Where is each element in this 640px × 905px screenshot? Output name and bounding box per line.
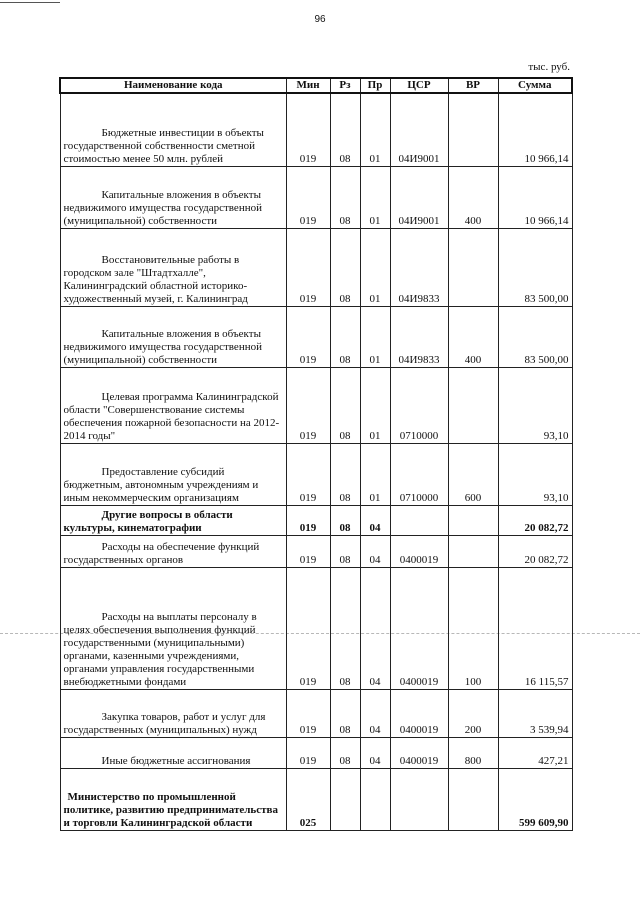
row-min: 019 [286,93,330,166]
row-csr: 0400019 [390,535,448,567]
row-vr: 200 [448,689,498,737]
row-vr: 800 [448,737,498,768]
row-sum: 83 500,00 [498,306,572,367]
row-sum: 3 539,94 [498,689,572,737]
row-name [60,306,286,367]
row-csr: 04И9833 [390,306,448,367]
table-row-section [60,505,572,535]
row-name [60,737,286,768]
row-min: 019 [286,505,330,535]
row-sum: 16 115,57 [498,567,572,689]
row-pr: 01 [360,367,390,443]
row-rz [330,768,360,830]
row-rz: 08 [330,689,360,737]
table-row [60,443,572,505]
row-name-text: Министерство по промышленной политике, развитию предпринимательства и торговли Калининградской области [63,790,278,829]
row-rz: 08 [330,306,360,367]
table-row [60,567,572,689]
row-csr: 0710000 [390,367,448,443]
row-vr [448,768,498,830]
row-name-text: Капитальные вложения в объекты недвижимого имущества государственной (муниципальной) собственности [63,188,262,227]
row-name [60,535,286,567]
row-vr [448,505,498,535]
table-row [60,737,572,768]
row-sum: 20 082,72 [498,505,572,535]
row-min: 019 [286,567,330,689]
row-rz: 08 [330,166,360,228]
row-pr: 01 [360,93,390,166]
header-csr: ЦСР [390,78,448,93]
row-rz: 08 [330,567,360,689]
row-sum: 10 966,14 [498,93,572,166]
row-rz: 08 [330,737,360,768]
row-name [60,567,286,689]
row-name-text: Другие вопросы в области культуры, кинематографии [63,508,233,534]
row-vr: 400 [448,166,498,228]
row-min: 019 [286,166,330,228]
row-rz: 08 [330,93,360,166]
row-min: 019 [286,737,330,768]
table-row [60,166,572,228]
row-name [60,166,286,228]
row-name [60,505,286,535]
row-csr [390,505,448,535]
row-pr: 01 [360,228,390,306]
row-name [60,93,286,166]
table-row [60,228,572,306]
row-min: 019 [286,367,330,443]
row-min: 019 [286,689,330,737]
row-vr [448,228,498,306]
table-row-ministry [60,768,572,830]
row-name-text: Расходы на выплаты персоналу в целях обеспечения выполнения функций государственными (муниципальными) органами, казенными учреждениями, органами управления государственными внебюджетными фондами [63,610,257,688]
row-min: 019 [286,443,330,505]
page-number: 96 [314,14,326,25]
row-sum: 20 082,72 [498,535,572,567]
row-rz: 08 [330,443,360,505]
row-name [60,228,286,306]
row-name [60,367,286,443]
row-csr: 04И9001 [390,166,448,228]
row-name-text: Предоставление субсидий бюджетным, автономным учреждениям и иным некоммерческим организациям [63,465,259,504]
row-name-text: Расходы на обеспечение функций государственных органов [63,540,260,566]
row-rz: 08 [330,228,360,306]
header-name: Наименование кода [60,78,286,93]
row-sum: 427,21 [498,737,572,768]
header-vr: ВР [448,78,498,93]
row-pr: 04 [360,689,390,737]
row-pr: 04 [360,567,390,689]
row-csr: 0710000 [390,443,448,505]
row-rz: 08 [330,505,360,535]
row-min: 025 [286,768,330,830]
row-name-text: Бюджетные инвестиции в объекты государственной собственности сметной стоимостью менее 50 млн. рублей [63,126,264,165]
row-name [60,689,286,737]
row-csr: 04И9001 [390,93,448,166]
row-name-text: Закупка товаров, работ и услуг для государственных (муниципальных) нужд [63,710,266,736]
row-min: 019 [286,306,330,367]
row-min: 019 [286,535,330,567]
row-vr: 600 [448,443,498,505]
row-sum: 599 609,90 [498,768,572,830]
header-rz: Рз [330,78,360,93]
table-row [60,306,572,367]
row-name-text: Целевая программа Калининградской области "Совершенствование системы обеспечения пожарной безопасности на 2012-2014 годы" [63,390,280,442]
row-csr: 0400019 [390,689,448,737]
row-rz: 08 [330,367,360,443]
row-name-text: Иные бюджетные ассигнования [101,754,251,767]
table-row [60,689,572,737]
row-min: 019 [286,228,330,306]
row-vr: 400 [448,306,498,367]
budget-table [59,77,573,831]
row-name [60,768,286,830]
row-vr [448,93,498,166]
row-name [60,443,286,505]
header-min: Мин [286,78,330,93]
table-row [60,367,572,443]
row-sum: 10 966,14 [498,166,572,228]
row-name-text: Восстановительные работы в городском зале "Штадтхалле", Калининградский областной историко-художественный музей, г. Калининград [63,253,248,305]
row-csr: 0400019 [390,567,448,689]
row-pr: 01 [360,166,390,228]
table-row [60,93,572,166]
top-margin-mark [0,2,60,3]
row-pr: 01 [360,306,390,367]
header-sum: Сумма [498,78,572,93]
row-vr: 100 [448,567,498,689]
row-name-text: Капитальные вложения в объекты недвижимого имущества государственной (муниципальной) собственности [63,327,262,366]
row-vr [448,535,498,567]
row-pr: 04 [360,535,390,567]
row-csr: 04И9833 [390,228,448,306]
row-pr [360,768,390,830]
row-vr [448,367,498,443]
row-pr: 01 [360,443,390,505]
header-pr: Пр [360,78,390,93]
units-label: тыс. руб. [528,61,570,73]
table-header-row [60,78,572,93]
row-sum: 83 500,00 [498,228,572,306]
row-sum: 93,10 [498,443,572,505]
row-rz: 08 [330,535,360,567]
row-csr [390,768,448,830]
row-pr: 04 [360,737,390,768]
row-csr: 0400019 [390,737,448,768]
row-pr: 04 [360,505,390,535]
table-row [60,535,572,567]
row-sum: 93,10 [498,367,572,443]
